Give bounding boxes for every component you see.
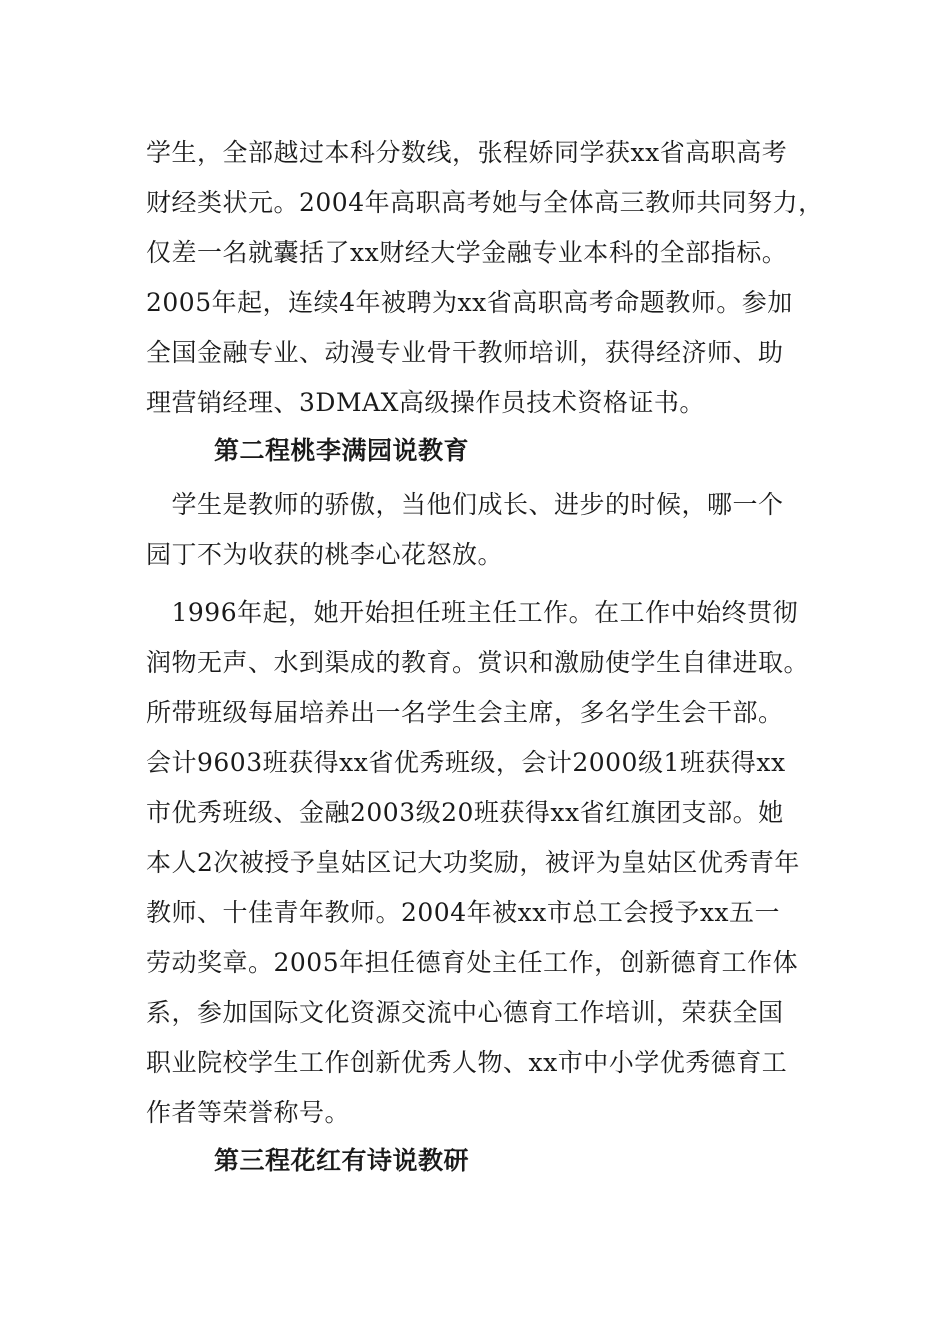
text-line: 本人2次被授予皇姑区记大功奖励，被评为皇姑区优秀青年 <box>146 848 800 877</box>
text-line: 所带班级每届培养出一名学生会主席，多名学生会干部。 <box>146 698 784 727</box>
text-line: 学生，全部越过本科分数线，张程娇同学获xx省高职高考 <box>146 138 788 167</box>
section-heading-3: 第三程花红有诗说教研 <box>214 1146 470 1175</box>
text-line: 作者等荣誉称号。 <box>146 1098 351 1127</box>
text-line: 职业院校学生工作创新优秀人物、xx市中小学优秀德育工 <box>146 1048 788 1077</box>
text-line: 仅差一名就囊括了xx财经大学金融专业本科的全部指标。 <box>146 238 788 267</box>
text-line: 会计9603班获得xx省优秀班级，会计2000级1班获得xx <box>146 748 786 777</box>
text-line: 市优秀班级、金融2003级20班获得xx省红旗团支部。她 <box>146 798 784 827</box>
section-heading-2: 第二程桃李满园说教育 <box>214 436 470 465</box>
text-line: 园丁不为收获的桃李心花怒放。 <box>146 540 504 569</box>
text-line: 理营销经理、3DMAX高级操作员技术资格证书。 <box>146 388 705 417</box>
text-line: 财经类状元。2004年高职高考她与全体高三教师共同努力， <box>146 188 824 217</box>
text-line: 2005年起，连续4年被聘为xx省高职高考命题教师。参加 <box>146 288 793 317</box>
text-line: 劳动奖章。2005年担任德育处主任工作，创新德育工作体 <box>146 948 799 977</box>
text-line: 学生是教师的骄傲，当他们成长、进步的时候，哪一个 <box>146 490 784 519</box>
text-line: 1996年起，她开始担任班主任工作。在工作中始终贯彻 <box>146 598 799 627</box>
text-line: 全国金融专业、动漫专业骨干教师培训，获得经济师、助 <box>146 338 784 367</box>
text-line: 系，参加国际文化资源交流中心德育工作培训，荣获全国 <box>146 998 784 1027</box>
text-line: 教师、十佳青年教师。2004年被xx市总工会授予xx五一 <box>146 898 781 927</box>
text-line: 润物无声、水到渠成的教育。赏识和激励使学生自律进取。 <box>146 648 810 677</box>
